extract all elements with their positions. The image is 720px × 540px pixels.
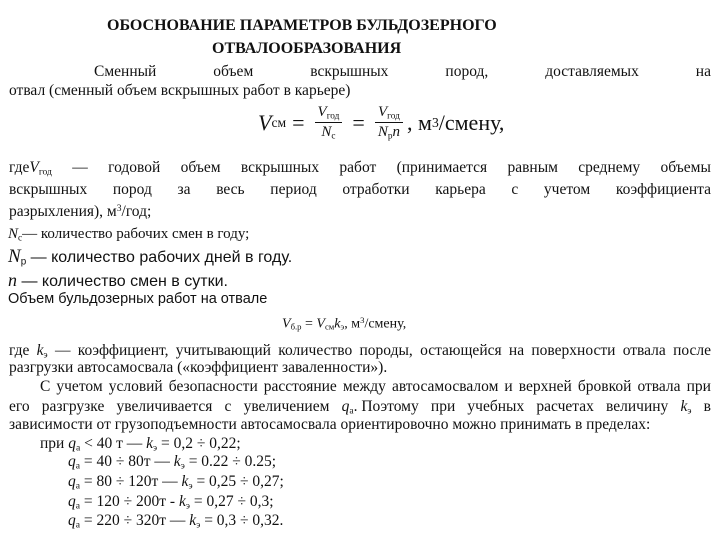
definition-nc	[8, 226, 249, 243]
range-prefix: при	[40, 435, 69, 452]
formula-symbol: N	[321, 124, 332, 140]
safety-word: учетом	[56, 378, 103, 395]
formula-symbol: N	[377, 124, 388, 140]
safety-word: и	[504, 378, 513, 395]
formula-subscript: б.р	[290, 321, 302, 332]
definition-vgod-line-2	[9, 181, 711, 199]
formula-subscript: р	[20, 256, 27, 268]
definition-word: учетом	[543, 181, 591, 198]
definition-word: отвала	[622, 342, 666, 359]
safety-word: бровкой	[577, 378, 632, 395]
formula-subscript: э	[185, 500, 190, 512]
formula-subscript: э	[188, 480, 193, 492]
formula-subscript: см	[324, 321, 335, 332]
intro-line-1	[94, 63, 711, 81]
range-value: = 0,25 ÷ 0,27;	[192, 473, 284, 490]
formula-symbol: k	[181, 473, 189, 490]
formula-symbol: n	[8, 270, 17, 290]
safety-word: С	[40, 378, 51, 395]
intro-word: на	[695, 63, 711, 80]
definition-word: весь	[216, 181, 245, 198]
definition-word: —	[72, 159, 88, 176]
safety-line-1	[40, 378, 711, 396]
definition-word: равным	[507, 159, 558, 176]
safety-word: учебных	[467, 398, 525, 415]
formula-symbol: V	[316, 316, 325, 332]
formula-symbol: V	[377, 104, 388, 120]
formula-subscript: а	[75, 460, 81, 472]
definition-where: где	[9, 159, 30, 176]
definition-word: вскрышных	[9, 181, 88, 198]
formula-subscript: а	[75, 480, 81, 492]
definition-word: коэффициента	[615, 181, 711, 198]
intro-word: вскрышных	[310, 63, 389, 80]
intro-word: Сменный	[94, 63, 157, 80]
formula-symbol: n	[392, 124, 401, 140]
definition-word: с	[511, 181, 519, 198]
definition-text: — количество рабочих дней в году.	[26, 249, 293, 266]
definition-word: среднему	[578, 159, 641, 176]
intro-word: объем	[213, 63, 254, 80]
safety-word: автосамосвалом	[391, 378, 499, 395]
range-item	[40, 435, 241, 453]
definition-word: вскрышных	[240, 159, 320, 176]
formula-subscript: э	[196, 519, 201, 531]
formula-symbol: k	[146, 435, 154, 452]
formula-unit: , м	[407, 110, 432, 136]
definition-word: период	[270, 181, 317, 198]
range-value: = 0,2 ÷ 0,22;	[157, 435, 241, 452]
range-item	[68, 473, 284, 491]
definition-word: за	[177, 181, 191, 198]
formula-symbol: N	[8, 246, 21, 267]
definition-n	[8, 270, 228, 291]
formula-symbol: q	[68, 512, 76, 529]
formula-subscript: э	[153, 442, 158, 454]
formula-symbol: k	[173, 453, 181, 470]
formula-equals: =	[352, 110, 365, 136]
range-condition: = 220 ÷ 320т —	[80, 512, 190, 529]
formula-equals: =	[292, 110, 305, 136]
definition-word: поверхности	[531, 342, 616, 359]
range-item	[68, 453, 276, 471]
formula-subscript: э	[687, 405, 692, 417]
safety-word: расчетах	[536, 398, 594, 415]
formula-symbol: k	[680, 398, 688, 415]
range-item	[68, 493, 274, 511]
definition-word: пород	[112, 181, 152, 198]
formula-unit-tail: /смену,	[364, 316, 407, 332]
definition-k-line-1	[9, 342, 711, 360]
safety-word: увеличением	[243, 398, 330, 415]
safety-line-3: зависимости от грузоподъемности автосамосвала ориентировочно можно принимать в пределах:	[9, 416, 651, 433]
formula-symbol: N	[8, 226, 19, 242]
formula-subscript: с	[18, 233, 23, 244]
formula-subscript: э	[340, 321, 345, 332]
intro-line-2: отвал (сменный объем вскрышных работ в карьере)	[9, 82, 351, 99]
definition-text: — количество смен в сутки.	[17, 273, 228, 290]
range-condition: = 120 ÷ 200т -	[80, 493, 179, 510]
formula-subscript: э	[180, 460, 185, 472]
formula-shift-volume	[258, 104, 504, 142]
formula-symbol: V	[282, 316, 291, 332]
definition-text: /год;	[121, 203, 152, 220]
definition-word: учитывающий	[175, 342, 271, 359]
definition-text: — количество рабочих смен в году;	[22, 226, 250, 242]
formula-symbol: V	[258, 110, 272, 136]
safety-word: безопасности	[168, 378, 258, 395]
safety-word: при	[430, 398, 456, 415]
formula-subscript: см	[271, 115, 287, 131]
formula-subscript: а	[75, 519, 81, 531]
title-line-1: ОБОСНОВАНИЕ ПАРАМЕТРОВ БУЛЬДОЗЕРНОГО	[107, 17, 497, 34]
definition-word: карьера	[435, 181, 486, 198]
safety-word: увеличивается	[116, 398, 213, 415]
formula-symbol: k	[334, 316, 341, 332]
formula-unit-tail: /смену,	[438, 110, 505, 136]
formula-subscript: год	[326, 111, 340, 122]
safety-k-symbol	[680, 398, 691, 416]
safety-word: условий	[108, 378, 163, 395]
definition-word: работ	[339, 159, 377, 176]
formula-equals: =	[304, 316, 313, 332]
safety-word: разгрузке	[41, 398, 105, 415]
bulldozer-heading: Объем бульдозерных работ на отвале	[8, 291, 268, 307]
safety-word: расстояние	[263, 378, 337, 395]
definition-word: (принимается	[396, 159, 488, 176]
range-value: = 0.22 ÷ 0.25;	[184, 453, 277, 470]
formula-subscript: с	[331, 131, 336, 142]
intro-word: пород,	[445, 63, 489, 80]
safety-q-symbol	[342, 398, 419, 416]
definition-word: после	[673, 342, 711, 359]
definition-k-line-2: разгрузки автосамосвала («коэффициент заваленности»).	[9, 359, 388, 376]
safety-word: отвала	[637, 378, 681, 395]
range-condition: = 80 ÷ 120т —	[80, 473, 182, 490]
fraction-2	[375, 104, 403, 142]
safety-word: в	[703, 398, 711, 415]
range-value: = 0,27 ÷ 0,3;	[189, 493, 274, 510]
definition-word: количество	[278, 342, 353, 359]
safety-line-2	[9, 398, 711, 416]
definition-vgod-line-3	[9, 203, 151, 221]
formula-superscript: 3	[360, 315, 365, 325]
formula-subscript: а	[75, 442, 81, 454]
range-condition: < 40 т —	[80, 435, 147, 452]
definition-word: породы,	[359, 342, 413, 359]
formula-subscript: а	[349, 405, 354, 417]
definition-word: объемы	[660, 159, 711, 176]
safety-word: его	[9, 398, 30, 415]
formula-symbol: k	[189, 512, 197, 529]
formula-subscript: э	[43, 349, 48, 361]
definition-word: на	[508, 342, 525, 359]
formula-symbol: V	[29, 159, 39, 176]
definition-word: остающейся	[420, 342, 502, 359]
safety-word: величину	[606, 398, 669, 415]
range-value: = 0,3 ÷ 0,32.	[200, 512, 284, 529]
formula-symbol: q	[68, 453, 76, 470]
formula-superscript: 3	[116, 203, 122, 215]
safety-word: при	[686, 378, 711, 395]
definition-word: —	[54, 342, 71, 359]
formula-subscript: р	[387, 131, 393, 142]
formula-subscript: а	[75, 500, 81, 512]
title-line-2: ОТВАЛООБРАЗОВАНИЯ	[212, 40, 402, 57]
range-item	[68, 512, 283, 530]
formula-symbol: q	[341, 398, 350, 415]
definition-word: объем	[180, 159, 221, 176]
range-condition: = 40 ÷ 80т —	[80, 453, 174, 470]
safety-word: между	[342, 378, 386, 395]
formula-unit: , м	[344, 316, 361, 332]
formula-symbol: q	[68, 473, 76, 490]
intro-word: доставляемых	[545, 63, 639, 80]
formula-bulldozer-volume	[282, 315, 406, 332]
formula-symbol: q	[68, 493, 76, 510]
formula-subscript: год	[387, 111, 400, 122]
formula-superscript: 3	[431, 115, 439, 131]
safety-word: с	[224, 398, 232, 415]
formula-symbol: k	[178, 493, 186, 510]
definition-text: разрыхления), м	[9, 203, 117, 220]
definition-word: годовой	[108, 159, 161, 176]
safety-word: . Поэтому	[353, 398, 419, 415]
formula-symbol: k	[36, 342, 44, 359]
formula-symbol: V	[317, 104, 327, 120]
formula-subscript: год	[38, 166, 52, 178]
safety-word: верхней	[518, 378, 572, 395]
definition-np	[8, 246, 292, 268]
definition-vgod-line-1	[9, 159, 711, 177]
definition-word: отработки	[342, 181, 410, 198]
definition-where: где	[9, 342, 30, 359]
definition-lead	[9, 159, 52, 177]
formula-symbol: q	[68, 435, 76, 452]
fraction-1	[315, 104, 343, 142]
definition-k-symbol	[37, 342, 48, 360]
definition-word: коэффициент,	[77, 342, 169, 359]
